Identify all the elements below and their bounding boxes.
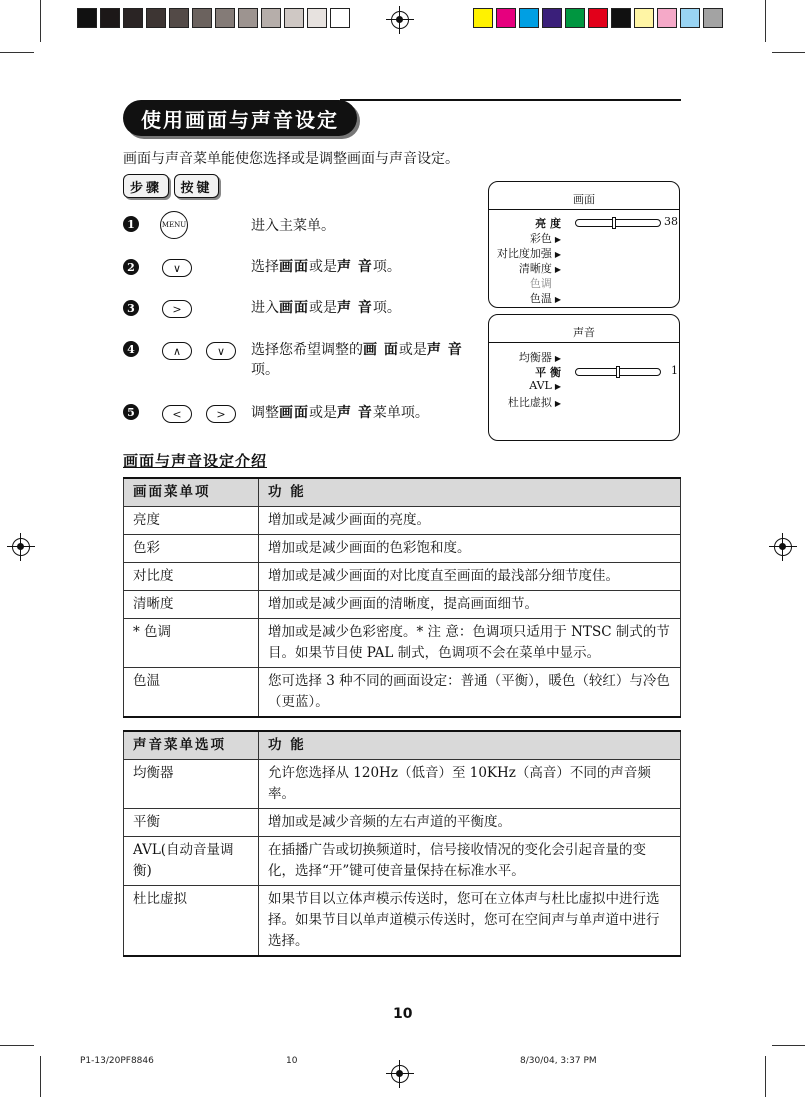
gray-swatch <box>238 8 258 28</box>
steps-tag: 步骤 <box>123 174 169 198</box>
osd-item-balance: 平 衡 <box>535 366 561 379</box>
table-cell: 允许您选择从 120Hz（低音）至 10KHz（高音）不同的声音频率。 <box>259 760 681 809</box>
osd-item-sharpness: 清晰度 ▶ <box>518 262 561 275</box>
color-swatch <box>680 8 700 28</box>
gray-swatch <box>215 8 235 28</box>
sound-settings-table <box>123 730 681 957</box>
column-header: 功 能 <box>259 478 681 507</box>
picture-settings-table <box>123 477 681 718</box>
step-number: 5 <box>123 404 139 420</box>
arrow-right-icon: ▶ <box>554 265 561 274</box>
arrow-right-icon: ▶ <box>554 295 561 304</box>
slider-knob <box>612 217 616 229</box>
registration-mark-icon <box>12 538 30 556</box>
down-button-icon: ∨ <box>206 342 236 360</box>
registration-mark-icon <box>391 1065 409 1083</box>
table-cell: 对比度 <box>124 563 259 591</box>
table-cell: 色温 <box>124 668 259 718</box>
crop-mark <box>40 1056 41 1097</box>
gray-swatch <box>307 8 327 28</box>
osd-item-avl: AVL ▶ <box>529 379 561 392</box>
balance-slider <box>575 368 661 376</box>
gray-swatch <box>330 8 350 28</box>
footer-timestamp: 8/30/04, 3:37 PM <box>520 1056 597 1066</box>
table-cell: 增加或是减少画面的对比度直至画面的最浅部分细节度佳。 <box>259 563 681 591</box>
table-row <box>124 837 681 886</box>
gray-swatch <box>123 8 143 28</box>
crop-mark <box>0 1045 34 1046</box>
osd-divider <box>489 209 679 210</box>
color-swatch <box>588 8 608 28</box>
gray-swatch <box>169 8 189 28</box>
table-row <box>124 886 681 957</box>
balance-value: 1 <box>671 364 678 377</box>
gray-swatch <box>192 8 212 28</box>
crop-mark <box>772 52 805 53</box>
registration-mark-icon <box>391 11 409 29</box>
section-title: 画面与声音设定介绍 <box>123 452 268 470</box>
table-row <box>124 591 681 619</box>
table-cell: 增加或是减少音频的左右声道的平衡度。 <box>259 809 681 837</box>
osd-divider <box>489 342 679 343</box>
step-text: 进入画面或是声 音项。 <box>251 300 401 316</box>
color-swatch <box>542 8 562 28</box>
crop-mark <box>765 1056 766 1097</box>
table-row <box>124 619 681 668</box>
slider-knob <box>616 366 620 378</box>
osd-header: 声音 <box>573 326 595 339</box>
color-swatch <box>657 8 677 28</box>
gray-swatch <box>261 8 281 28</box>
step-text: 进入主菜单。 <box>251 218 335 234</box>
page-number: 10 <box>393 1006 413 1022</box>
table-cell: 色彩 <box>124 535 259 563</box>
table-cell: 增加或是减少色彩密度。* 注 意：色调项只适用于 NTSC 制式的节目。如果节目使 PAL 制式，色调项不会在菜单中显示。 <box>259 619 681 668</box>
step-number: 2 <box>123 259 139 275</box>
table-cell: 杜比虚拟 <box>124 886 259 957</box>
gray-swatch <box>284 8 304 28</box>
color-swatch <box>496 8 516 28</box>
right-button-icon: > <box>162 300 192 318</box>
color-swatch <box>565 8 585 28</box>
arrow-right-icon: ▶ <box>554 250 561 259</box>
table-row <box>124 535 681 563</box>
osd-item-color: 彩色 ▶ <box>529 232 561 245</box>
arrow-right-icon: ▶ <box>554 399 561 408</box>
table-cell: 在插播广告或切换频道时，信号接收情况的变化会引起音量的变化，选择“开”键可使音量保持在标准水平。 <box>259 837 681 886</box>
footer-file-name: P1-13/20PF8846 <box>80 1056 154 1066</box>
color-swatch <box>611 8 631 28</box>
color-swatch <box>634 8 654 28</box>
registration-mark-icon <box>774 538 792 556</box>
osd-item-brightness: 亮 度 <box>535 217 561 230</box>
arrow-right-icon: ▶ <box>554 354 561 363</box>
column-header: 功 能 <box>259 731 681 760</box>
table-cell: 增加或是减少画面的色彩饱和度。 <box>259 535 681 563</box>
osd-item-contrast-plus: 对比度加强 ▶ <box>496 247 561 260</box>
step-number: 1 <box>123 216 139 232</box>
table-row <box>124 760 681 809</box>
table-row <box>124 563 681 591</box>
crop-mark <box>0 52 34 53</box>
osd-item-color-temp: 色温 ▶ <box>529 292 561 305</box>
color-swatch <box>519 8 539 28</box>
color-swatch <box>703 8 723 28</box>
intro-text: 画面与声音菜单能使您选择或是调整画面与声音设定。 <box>123 151 459 167</box>
column-header: 画面菜单项 <box>124 478 259 507</box>
table-cell: AVL(自动音量调衡) <box>124 837 259 886</box>
table-cell: * 色调 <box>124 619 259 668</box>
step-text: 选择您希望调整的画 面或是声 音项。 <box>251 342 463 378</box>
step-number: 3 <box>123 300 139 316</box>
osd-header: 画面 <box>573 193 595 206</box>
gray-swatch <box>146 8 166 28</box>
page-title: 使用画面与声音设定 <box>123 100 357 136</box>
brightness-value: 38 <box>664 215 678 228</box>
brightness-slider <box>575 219 661 227</box>
step-text: 调整画面或是声 音菜单项。 <box>251 405 429 421</box>
color-swatch <box>473 8 493 28</box>
osd-item-dolby-virtual: 杜比虚拟 ▶ <box>507 396 561 409</box>
crop-mark <box>772 1045 805 1046</box>
osd-item-tint: 色调 <box>529 277 552 290</box>
table-row <box>124 507 681 535</box>
crop-mark <box>765 0 766 42</box>
crop-mark <box>40 0 41 42</box>
gray-swatch <box>77 8 97 28</box>
osd-item-equalizer: 均衡器 ▶ <box>518 351 561 364</box>
arrow-right-icon: ▶ <box>554 382 561 391</box>
table-cell: 亮度 <box>124 507 259 535</box>
table-cell: 您可选择 3 种不同的画面设定：普通（平衡），暖色（较红）与冷色（更蓝）。 <box>259 668 681 718</box>
keys-tag: 按键 <box>174 174 219 198</box>
table-cell: 如果节目以立体声模示传送时，您可在立体声与杜比虚拟中进行选择。如果节目以单声道模示传送时，您可在空间声与单声道中进行选择。 <box>259 886 681 957</box>
column-header: 声音菜单选项 <box>124 731 259 760</box>
right-button-icon: > <box>206 405 236 423</box>
step-text: 选择画面或是声 音项。 <box>251 259 401 275</box>
table-cell: 平衡 <box>124 809 259 837</box>
gray-swatch <box>100 8 120 28</box>
step-number: 4 <box>123 341 139 357</box>
arrow-right-icon: ▶ <box>554 235 561 244</box>
down-button-icon: ∨ <box>162 259 192 277</box>
footer-page: 10 <box>286 1056 298 1066</box>
table-row <box>124 809 681 837</box>
title-rule <box>340 99 681 101</box>
table-cell: 增加或是减少画面的亮度。 <box>259 507 681 535</box>
picture-menu-osd <box>488 181 680 308</box>
table-header-row <box>124 478 681 507</box>
table-cell: 清晰度 <box>124 591 259 619</box>
table-row <box>124 668 681 718</box>
table-cell: 均衡器 <box>124 760 259 809</box>
table-header-row <box>124 731 681 760</box>
table-cell: 增加或是减少画面的清晰度，提高画面细节。 <box>259 591 681 619</box>
left-button-icon: < <box>162 405 192 423</box>
sound-menu-osd <box>488 314 680 441</box>
up-button-icon: ∧ <box>162 342 192 360</box>
menu-button-icon: MENU <box>160 211 188 239</box>
